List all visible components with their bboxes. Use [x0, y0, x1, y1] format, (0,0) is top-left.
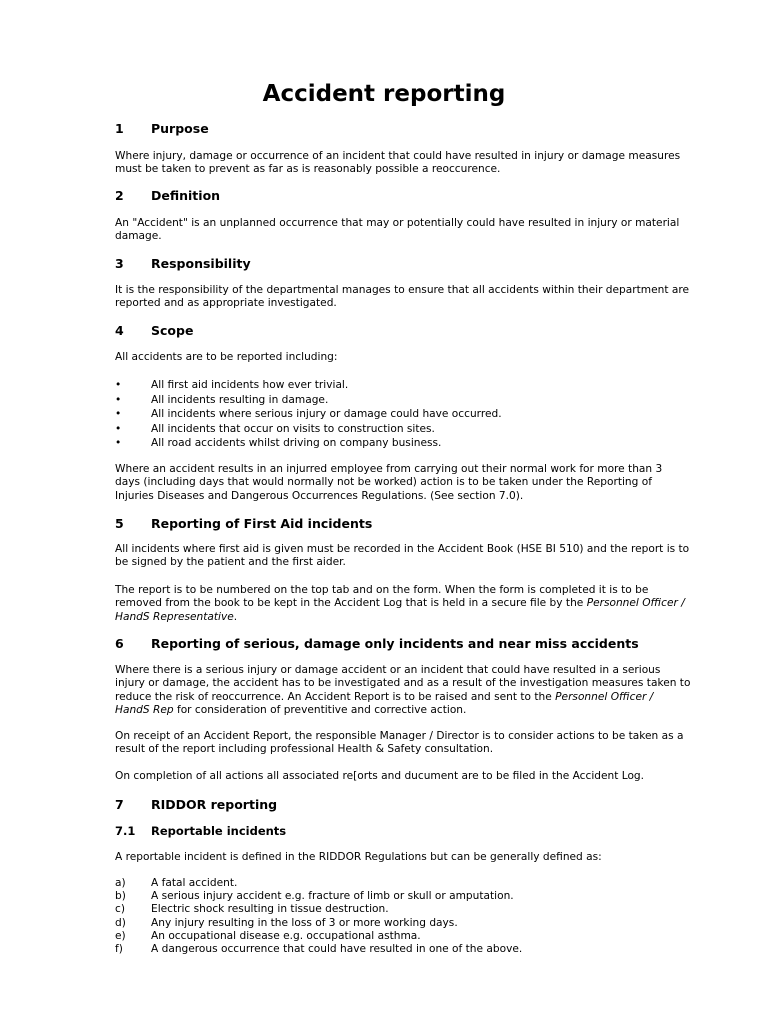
bullet-icon: •: [115, 379, 122, 391]
text-line: A reportable incident is defined in the RIDDOR Regulations but can be generally defined as:: [115, 851, 602, 863]
text-line: injury or damage, the accident has to be investigated and as a result of the investigation measures taken to: [115, 677, 691, 690]
text-line: days (including days that would normally not be worked) action is to be taken under the Reporting of: [115, 476, 652, 489]
section-number: 5: [115, 516, 124, 531]
bullet-icon: •: [115, 422, 122, 435]
text-line: On receipt of an Accident Report, the responsible Manager / Director is to consider actions to be taken as a: [115, 730, 684, 742]
document-title: Accident reporting: [262, 81, 506, 107]
text-line: Where injury, damage or occurrence of an incident that could have resulted in injury or damage measures: [115, 150, 681, 162]
scope-intro: [115, 351, 675, 364]
section-heading-riddor: [115, 797, 277, 813]
list-item: b) A serious injury accident e.g. fracture of limb or skull or amputation.: [115, 890, 514, 903]
section-number: 3: [115, 256, 124, 271]
section-title: Reporting of First Aid incidents: [151, 516, 373, 531]
section-number: 6: [115, 636, 124, 651]
subsection-heading-reportable-incidents: [115, 824, 286, 839]
text-line: reduce the risk of reoccurrence. An Accident Report is to be raised and sent to the Personnel Officer /: [115, 690, 654, 703]
section-title: Purpose: [151, 121, 209, 136]
reportable-incidents-list: [115, 877, 675, 956]
section-title: Scope: [151, 323, 194, 338]
list-item: • All road accidents whilst driving on company business.: [115, 437, 442, 450]
responsibility-paragraph: [115, 284, 689, 311]
definition-paragraph: [115, 217, 680, 244]
bullet-icon: •: [115, 437, 122, 450]
section-heading-serious-incidents: [115, 636, 639, 652]
section-number: 1: [115, 121, 124, 136]
text-line: All incidents where first aid is given must be recorded in the Accident Book (HSE BI 510) and the report is to: [115, 543, 690, 555]
text-line: HandS Representative.: [115, 610, 238, 623]
first-aid-paragraph-2: [115, 584, 685, 624]
text-line: An "Accident" is an unplanned occurrence that may or potentially could have resulted in injury or material: [115, 217, 680, 229]
text-line: Injuries Diseases and Dangerous Occurrences Regulations. (See section 7.0).: [115, 489, 524, 502]
text-line: be signed by the patient and the first aider.: [115, 556, 346, 569]
bullet-icon: •: [115, 408, 122, 421]
section-title: Reporting of serious, damage only incidents and near miss accidents: [151, 636, 639, 651]
scope-riddor-paragraph: [115, 463, 675, 503]
list-item: • All incidents where serious injury or damage could have occurred.: [115, 408, 502, 421]
text-line: The report is to be numbered on the top tab and on the form. When the form is completed it is to be: [115, 584, 649, 596]
purpose-paragraph: [115, 150, 681, 177]
section-number: 7.1: [115, 824, 136, 838]
section-heading-responsibility: [115, 256, 251, 272]
list-item: f) A dangerous occurrence that could have resulted in one of the above.: [115, 943, 523, 956]
list-item: a) A fatal accident.: [115, 877, 238, 889]
section-number: 7: [115, 797, 124, 812]
section-title: Definition: [151, 188, 221, 203]
list-item: • All incidents that occur on visits to construction sites.: [115, 422, 435, 435]
section-number: 2: [115, 188, 124, 203]
text-line: must be taken to prevent as far as is reasonably possible a reoccurence.: [115, 163, 501, 176]
section-number: 4: [115, 323, 124, 338]
text-line: removed from the book to be kept in the Accident Log that is held in a secure file by the Personnel Officer /: [115, 597, 685, 610]
list-item: • All first aid incidents how ever trivial.: [115, 379, 349, 391]
section-heading-first-aid: [115, 516, 372, 532]
bullet-icon: •: [115, 393, 122, 406]
serious-paragraph-1: [115, 664, 691, 718]
serious-paragraph-2: [115, 730, 684, 757]
section-title: Reportable incidents: [151, 824, 287, 838]
text-line: On completion of all actions all associated re[orts and ducument are to be filed in the Accident Log.: [115, 770, 645, 782]
text-line: Where an accident results in an injurred employee from carrying out their normal work for more than 3: [115, 463, 663, 475]
list-item: c) Electric shock resulting in tissue destruction.: [115, 903, 389, 916]
text-line: result of the report including professional Health & Safety consultation.: [115, 743, 494, 756]
section-heading-scope: [115, 323, 193, 339]
riddor-intro: [115, 851, 675, 864]
text-line: Where there is a serious injury or damage accident or an incident that could have resulted in a serious: [115, 664, 661, 676]
section-title: Responsibility: [151, 256, 251, 271]
serious-paragraph-3: [115, 770, 675, 783]
first-aid-paragraph-1: [115, 543, 690, 570]
list-item: • All incidents resulting in damage.: [115, 393, 329, 406]
text-line: damage.: [115, 230, 162, 243]
list-item: d) Any injury resulting in the loss of 3 or more working days.: [115, 916, 458, 929]
text-line: All accidents are to be reported including:: [115, 351, 338, 363]
text-line: HandS Rep for consideration of preventitive and corrective action.: [115, 704, 467, 717]
scope-bullet-list: [115, 378, 675, 451]
text-line: reported and as appropriate investigated.: [115, 297, 337, 310]
section-heading-purpose: [115, 121, 209, 137]
text-line: It is the responsibility of the departmental manages to ensure that all accidents within their department are: [115, 284, 689, 296]
section-heading-definition: [115, 188, 220, 204]
list-item: e) An occupational disease e.g. occupational asthma.: [115, 929, 421, 942]
section-title: RIDDOR reporting: [151, 797, 278, 812]
